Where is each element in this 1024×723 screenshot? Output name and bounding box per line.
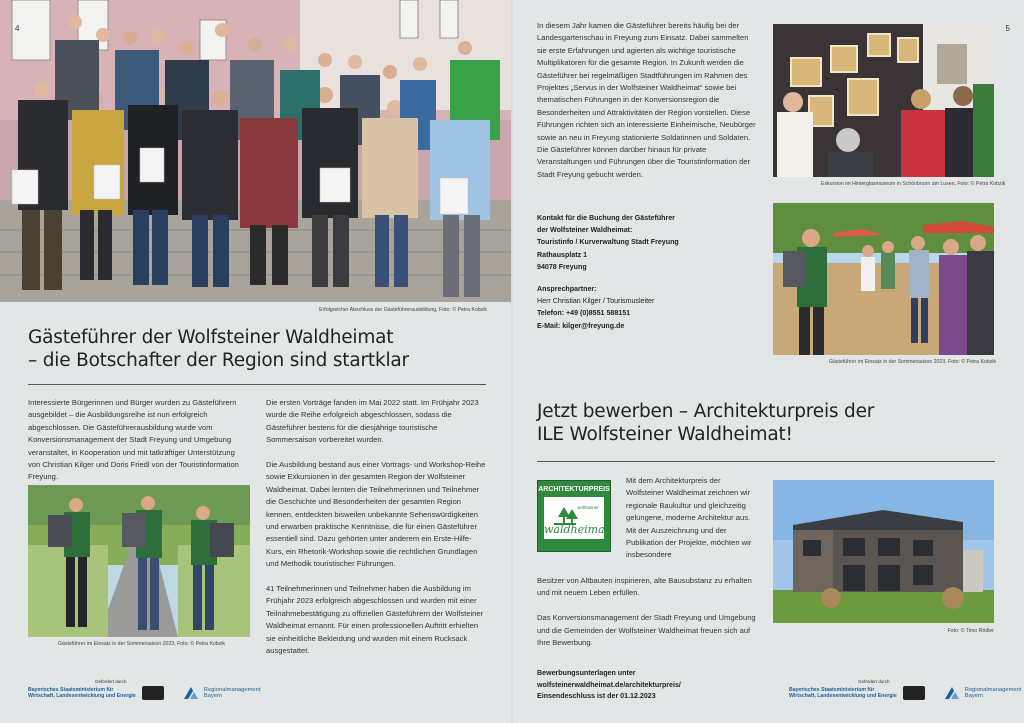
outdoor-photo-illustration: [773, 203, 994, 355]
house-caption: Foto: © Timo Rödler: [947, 628, 994, 634]
house-photo: [773, 480, 994, 623]
footer-logos-left: [28, 686, 260, 700]
hiking-photo: [28, 485, 250, 637]
architekturpreis-logo: [537, 480, 611, 552]
group-photo: [0, 0, 511, 302]
logo-script-text: waldheimat: [544, 523, 610, 536]
left-col2-p2: Die Ausbildung bestand aus einer Vortrags- und Workshop-Reihe sowie Exkursionen in der gesamten Region der Wolfsteiner Waldheimat. Dabei lernten die Teilnehmerinnen und Teilnehmer die Geschichte und Besonderheiten der gesamten Region kennen, entdeckten bisweilen unbekannte Sehenswürdigkeiten und erwarben praktische Kenntnisse, die für einen Gästeführer essentiell sind. Dazu gehörten unter anderem ein Erste-Hilfe-Kurs, ein Rhetorik-Workshop sowie die rechtlichen Grundlagen und Methodik touristischer Führungen.: [266, 460, 486, 569]
ministry-line1-right: Bayerisches Staatsministerium für: [789, 686, 875, 693]
right-page: [513, 0, 1024, 723]
outdoor-caption: Gästeführer im Einsatz in der Sommersaison 2023, Foto: © Petra Kobzik: [829, 359, 997, 365]
left-col1-text: Interessierte Bürgerinnen und Bürger wurden zu Gästeführern ausgebildet – die Ausbildungsreihe ist nun erfolgreich abgeschlossen. Die Gästeführerausbildung wurde vom Konversionsmanagement der Stadt Freyung und Umgebung veranstaltet, in Kooperation und mit tatkräftiger Unterstützung von Christian Kilger und Doris Friedl von der Touristinformation Freyung.: [28, 398, 239, 482]
arch-text2: Besitzer von Altbauten inspirieren, alte Bausubstanz zu erhalten und mit neuem Leben erfüllen.: [537, 576, 752, 598]
right-intro-text: In diesem Jahr kamen die Gästeführer bereits häufig bei der Landesgartenschau in Freyung zum Einsatz. Dabei sammelten sie erste Erfahrungen und agierten als wichtige touristische Multiplikatoren für die gesamte Region. In Zukunft werden die Gästeführer bei regelmäßigen Stadtführungen im Rahmen des Projektes „Servus in der Wolfsteiner Waldheimat“ sowie bei thematischen Führungen in der Konversionsregion die Besonderheiten und Attraktivitäten der Region vorstellen. Diese Führungen richten sich an interessierte Einheimische, Neubürger sowie an neu in Freyung stationierte Soldatinnen und Soldaten. Die Gästeführer können darüber hinaus für private Veranstaltungen und Führungen über die Touristinformation der Stadt Freyung gebucht werden.: [537, 21, 756, 179]
contact-email[interactable]: E-Mail: kilger@freyung.de: [537, 321, 625, 330]
logo-inner: [544, 497, 610, 539]
right-headline-line1: Jetzt bewerben – Architekturpreis der: [537, 401, 875, 422]
arch-text-full: [537, 575, 759, 662]
arch-cta-block: [537, 668, 777, 703]
regm-line1-right: Regionalmanagement: [964, 687, 1022, 693]
contact-org: Touristinfo / Kurverwaltung Stadt Freyung: [537, 238, 679, 247]
group-photo-illustration: [0, 0, 511, 302]
right-headline-line2: ILE Wolfsteiner Waldheimat!: [537, 424, 793, 445]
museum-photo: [773, 24, 994, 177]
left-headline-rule: [28, 384, 486, 385]
regionalmanagement-icon: [184, 687, 198, 699]
hiking-photo-illustration: [28, 485, 250, 637]
regm-line2-right: Bayern: [964, 693, 984, 699]
regm-line1-left: Regionalmanagement: [203, 687, 261, 693]
logo-small-text: wolfsteiner: [577, 505, 599, 510]
left-col2-p1: Die ersten Vorträge fanden im Mai 2022 statt. Im Frühjahr 2023 wurde die Reihe erfolgreich abgeschlossen, sodass die Gästeführer bestens für die diesjährige touristische Sommersaison vorbereitet wurden.: [266, 398, 479, 445]
contact-block: [537, 212, 759, 332]
contact-street: Rathausplatz 1: [537, 250, 588, 259]
ministry-logo-right: [789, 687, 897, 699]
left-headline-line2: – die Botschafter der Region sind startklar: [28, 350, 409, 371]
page-number-left: 4: [15, 24, 20, 33]
left-headline: [28, 326, 409, 372]
contact-partner-label: Ansprechpartner:: [537, 285, 597, 294]
right-intro-column: [537, 20, 759, 194]
funded-by-label-left: Gefördert durch: [95, 679, 127, 684]
regionalmanagement-icon-right: [945, 687, 959, 699]
contact-phone: Telefon: +49 (0)8551 588151: [537, 309, 631, 318]
arch-cta2[interactable]: wolfsteinerwaldheimat.de/architekturpreis/: [537, 680, 681, 689]
left-col2-p3: 41 Teilnehmerinnen und Teilnehmer haben die Ausbildung im Frühjahr 2023 erfolgreich abgeschlossen und wurden mit einer Teilnahmebestätigung zu offiziellen Gästeführern der Wolfsteiner Waldheimat ernannt. Für einen professionellen Auftritt erhielten sie einheitliche Bekleidung und wurden mit einem Rucksack ausgestattet.: [266, 584, 484, 656]
house-photo-illustration: [773, 480, 994, 623]
left-headline-line1: Gästeführer der Wolfsteiner Waldheimat: [28, 327, 394, 348]
museum-photo-illustration: [773, 24, 994, 177]
contact-city: 94078 Freyung: [537, 262, 587, 271]
logo-title: ARCHITEKTURPREIS: [538, 486, 610, 493]
bavarian-lion-icon: [142, 686, 164, 700]
hiking-photo-caption: Gästeführer im Einsatz in der Sommersaison 2023, Foto: © Petra Kobzik: [58, 641, 226, 647]
ministry-line2-right: Wirtschaft, Landesentwicklung und Energie: [789, 693, 897, 699]
left-page: [0, 0, 511, 723]
funded-by-label-right: Gefördert durch: [858, 679, 890, 684]
page-number-right: 5: [1005, 24, 1010, 33]
arch-cta1: Bewerbungsunterlagen unter: [537, 669, 636, 677]
ministry-line1-left: Bayerisches Staatsministerium für: [28, 686, 114, 693]
outdoor-photo: [773, 203, 994, 355]
contact-title1: Kontakt für die Buchung der Gästeführer: [537, 214, 675, 222]
ministry-logo-left: [28, 687, 136, 699]
arch-text3: Das Konversionsmanagement der Stadt Freyung und Umgebung und die Gemeinden der Wolfsteiner Waldheimat freuen sich auf Ihre Bewerbung.: [537, 613, 756, 648]
contact-partner: Herr Christian Kilger / Tourismusleiter: [537, 297, 655, 306]
right-headline: [537, 400, 874, 446]
bavarian-lion-icon-right: [903, 686, 925, 700]
right-headline-rule: [537, 461, 995, 462]
footer-logos-right: [789, 686, 1021, 700]
left-column-2: [266, 397, 486, 670]
arch-cta3: Einsendeschluss ist der 01.12.2023: [537, 692, 656, 700]
arch-text1: Mit dem Architekturpreis der Wolfsteiner Waldheimat zeichnen wir regionale Baukultur und gleichzeitig gelungene, moderne Architektur aus. Mit der Auszeichnung und der Publikation der Projekte, möchten wir insbesondere: [626, 476, 752, 560]
regionalmanagement-logo-right: [965, 687, 1022, 699]
group-photo-caption: Erfolgreicher Abschluss der Gästeführerausbildung, Foto: © Petra Kobzik: [319, 307, 487, 313]
contact-title2: der Wolfsteiner Waldheimat:: [537, 226, 633, 235]
regionalmanagement-logo-left: [204, 687, 261, 699]
regm-line2-left: Bayern: [203, 693, 223, 699]
ministry-line2-left: Wirtschaft, Landesentwicklung und Energie: [28, 693, 136, 699]
museum-caption: Exkursion im Hinterglasmuseum in Schönbrunn am Lusen, Foto: © Petra Kobzik: [821, 181, 1006, 187]
arch-text-indented: [626, 475, 758, 562]
left-column-1: [28, 397, 246, 496]
